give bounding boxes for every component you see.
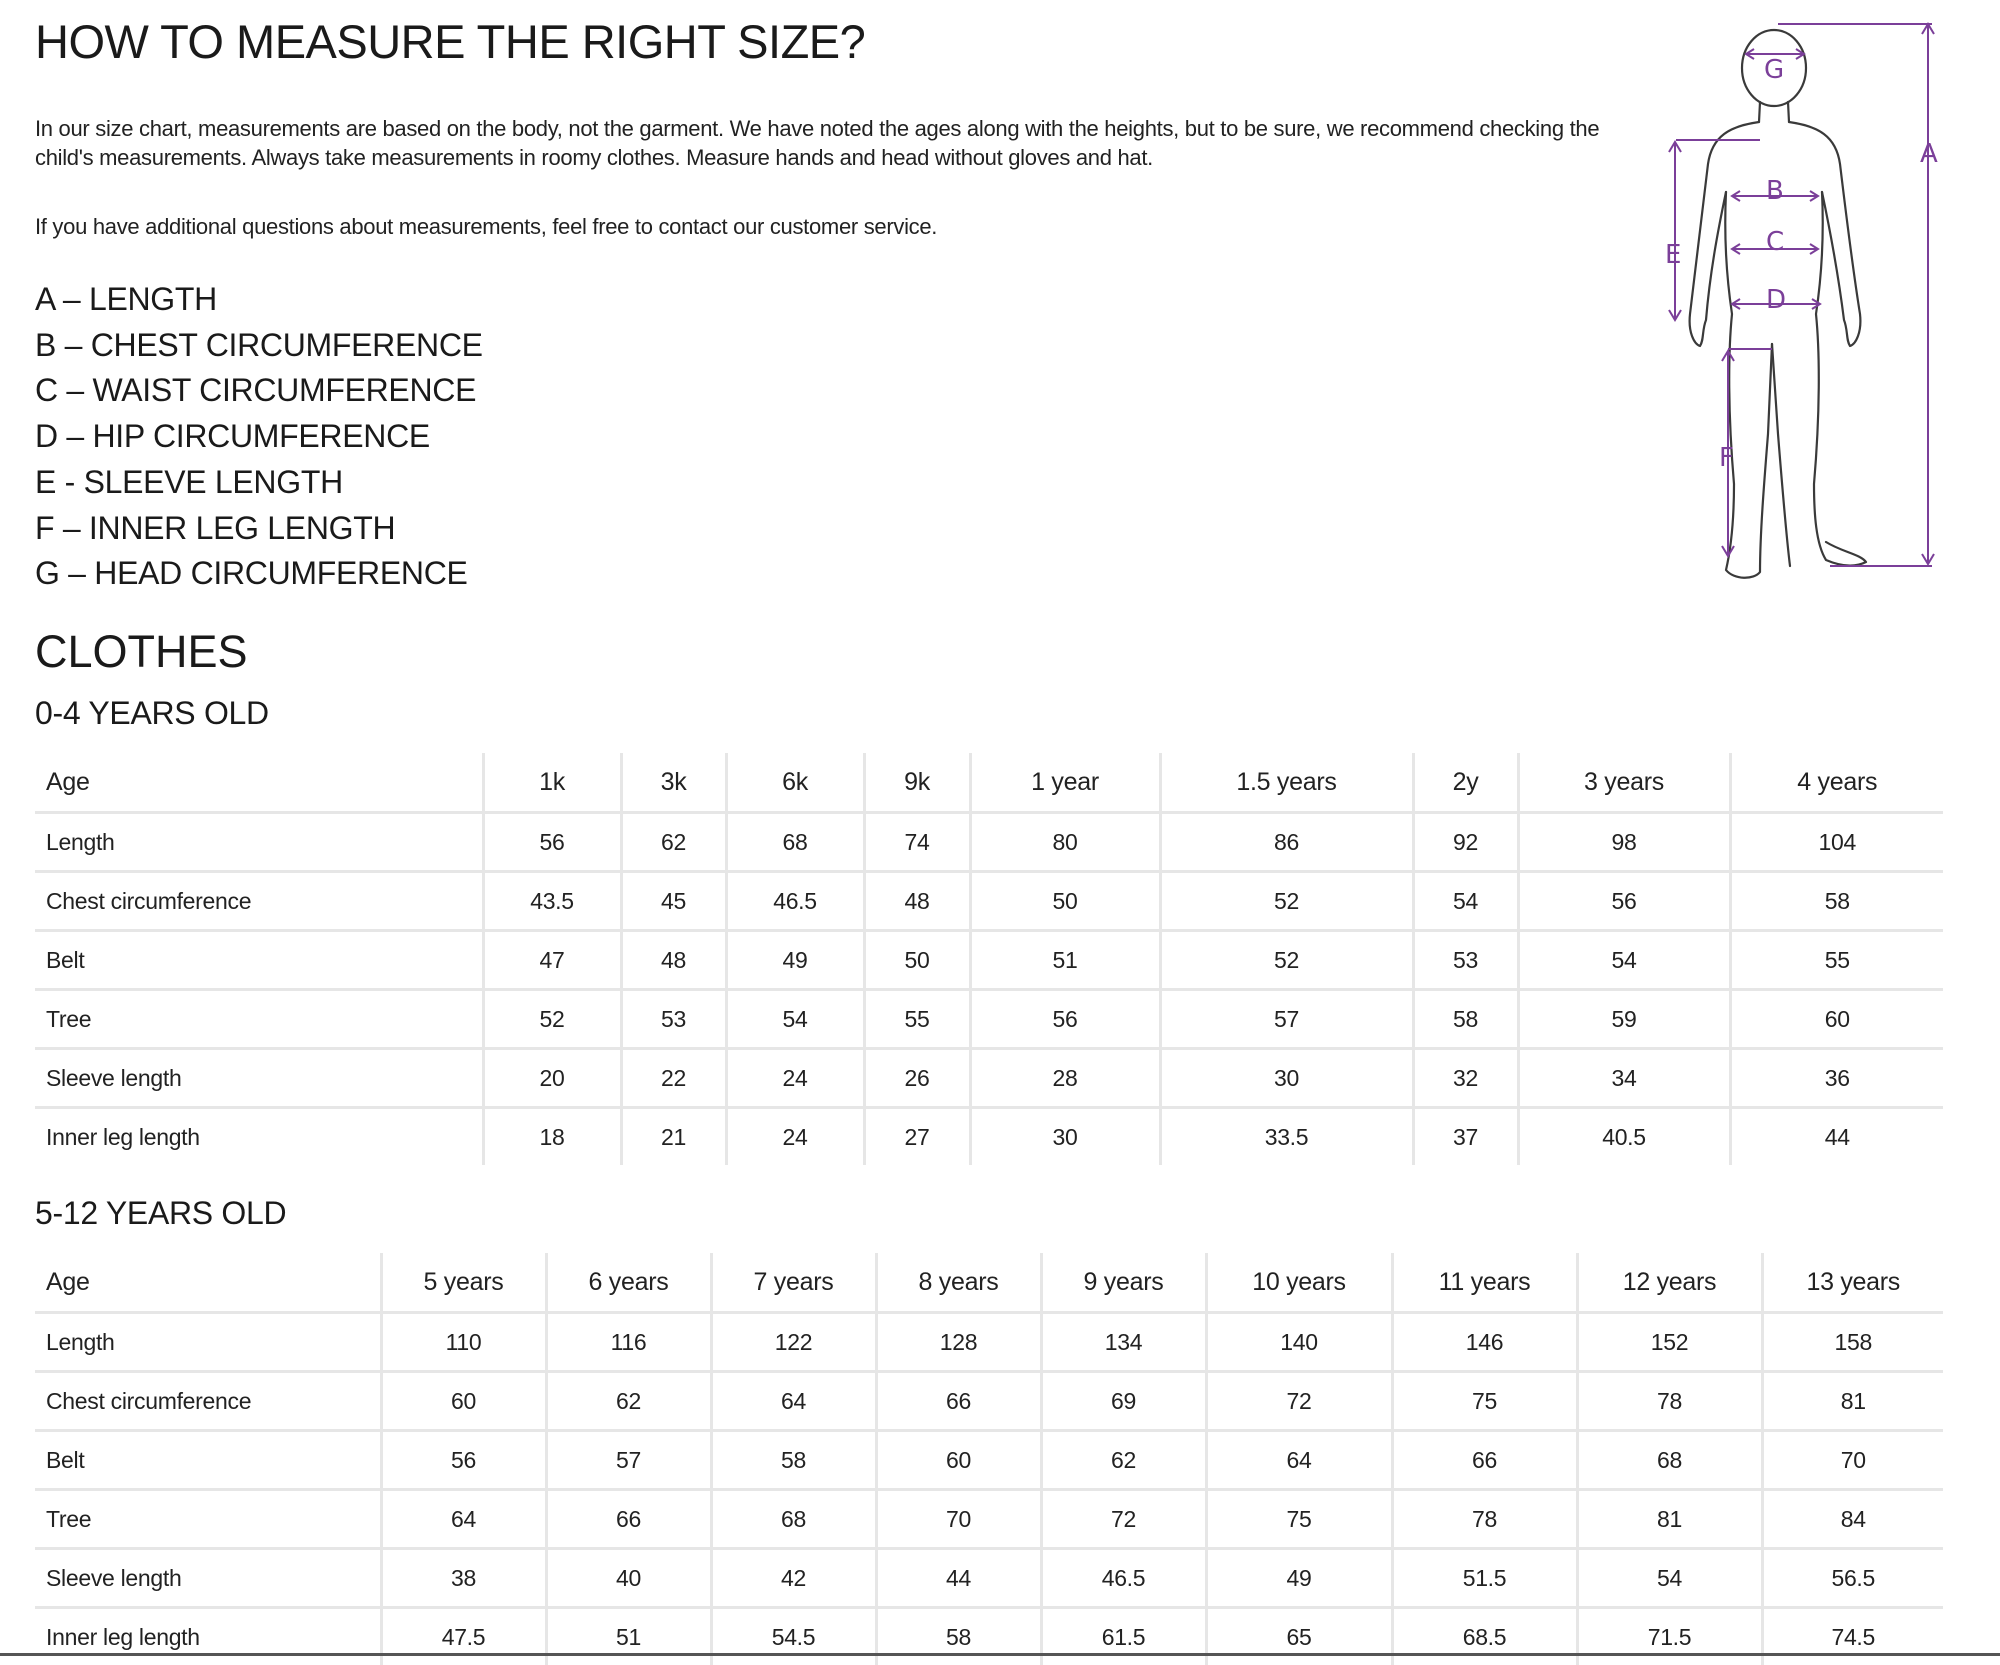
table-cell: 60 [1730, 990, 1943, 1049]
table-cell: 49 [1206, 1549, 1392, 1608]
label-c: C [1766, 227, 1784, 257]
table-cell: 62 [621, 813, 726, 872]
table-cell: 50 [970, 872, 1160, 931]
table-cell: 24 [726, 1108, 864, 1166]
table-cell: 44 [876, 1549, 1041, 1608]
table-cell: 21 [621, 1108, 726, 1166]
table-cell: 45 [621, 872, 726, 931]
size-table-5-12 [35, 1253, 1943, 1665]
table-cell: 52 [1160, 872, 1413, 931]
table-cell: 20 [483, 1049, 621, 1108]
table-cell: 51 [546, 1608, 711, 1665]
table-cell: 48 [621, 931, 726, 990]
section-heading-0-4: 0-4 YEARS OLD [35, 695, 269, 732]
table-row [35, 1049, 1943, 1108]
table-cell: 110 [381, 1313, 546, 1372]
legend-item-d: D – HIP CIRCUMFERENCE [35, 414, 483, 460]
table-row [35, 1608, 1943, 1665]
table-cell: 128 [876, 1313, 1041, 1372]
table-cell: 81 [1762, 1372, 1943, 1431]
table-row [35, 813, 1943, 872]
table-cell: 50 [864, 931, 970, 990]
table-cell: 56 [483, 813, 621, 872]
table-cell: 70 [876, 1490, 1041, 1549]
table-cell: 52 [483, 990, 621, 1049]
label-a: A [1920, 139, 1938, 169]
table-cell: 46.5 [1041, 1549, 1206, 1608]
table-cell: 47.5 [381, 1608, 546, 1665]
header-cell: 9k [864, 753, 970, 813]
table-row [35, 872, 1943, 931]
table-cell: 34 [1518, 1049, 1730, 1108]
table-cell: 40 [546, 1549, 711, 1608]
row-label-cell: Inner leg length [35, 1108, 483, 1166]
table-row [35, 1490, 1943, 1549]
table-cell: 64 [381, 1490, 546, 1549]
table-row [35, 1372, 1943, 1431]
table-cell: 56 [970, 990, 1160, 1049]
header-cell: 6 years [546, 1253, 711, 1313]
table-cell: 54.5 [711, 1608, 876, 1665]
table-cell: 58 [876, 1608, 1041, 1665]
measurement-legend [35, 277, 483, 597]
table-row [35, 990, 1943, 1049]
table-row [35, 931, 1943, 990]
table-cell: 57 [1160, 990, 1413, 1049]
size-table-0-4 [35, 753, 1943, 1165]
legend-item-g: G – HEAD CIRCUMFERENCE [35, 551, 483, 597]
intro-text: In our size chart, measurements are based on the body, not the garment. We have noted the ages along with the heights, but to be sure, we recommend checking the child's measurements. Always take measurements in roomy clothes. Measure hands and head without gloves and hat. [35, 114, 1635, 172]
header-cell: 3 years [1518, 753, 1730, 813]
table-cell: 72 [1206, 1372, 1392, 1431]
table-cell: 33.5 [1160, 1108, 1413, 1166]
legend-item-f: F – INNER LEG LENGTH [35, 506, 483, 552]
table-cell: 55 [1730, 931, 1943, 990]
table-cell: 64 [1206, 1431, 1392, 1490]
table-cell: 22 [621, 1049, 726, 1108]
table-cell: 54 [726, 990, 864, 1049]
table-cell: 98 [1518, 813, 1730, 872]
table-cell: 56 [1518, 872, 1730, 931]
table-cell: 57 [546, 1431, 711, 1490]
table-cell: 55 [864, 990, 970, 1049]
header-cell: 3k [621, 753, 726, 813]
table-cell: 70 [1762, 1431, 1943, 1490]
row-label-cell: Sleeve length [35, 1549, 381, 1608]
table-cell: 66 [1392, 1431, 1577, 1490]
table-cell: 30 [1160, 1049, 1413, 1108]
table-cell: 36 [1730, 1049, 1943, 1108]
table-cell: 158 [1762, 1313, 1943, 1372]
header-cell: 1k [483, 753, 621, 813]
bottom-divider [0, 1653, 2000, 1656]
table-cell: 56.5 [1762, 1549, 1943, 1608]
table-cell: 28 [970, 1049, 1160, 1108]
table-cell: 54 [1518, 931, 1730, 990]
table-cell: 84 [1762, 1490, 1943, 1549]
table-cell: 74.5 [1762, 1608, 1943, 1665]
table-cell: 75 [1392, 1372, 1577, 1431]
table-cell: 37 [1413, 1108, 1518, 1166]
table-cell: 62 [1041, 1431, 1206, 1490]
table-cell: 32 [1413, 1049, 1518, 1108]
table-cell: 66 [546, 1490, 711, 1549]
row-label-cell: Length [35, 1313, 381, 1372]
table-cell: 72 [1041, 1490, 1206, 1549]
table-cell: 18 [483, 1108, 621, 1166]
table-cell: 68 [1577, 1431, 1762, 1490]
table-cell: 65 [1206, 1608, 1392, 1665]
table-row [35, 1549, 1943, 1608]
row-label-cell: Tree [35, 990, 483, 1049]
table-cell: 146 [1392, 1313, 1577, 1372]
table-cell: 43.5 [483, 872, 621, 931]
header-cell: 5 years [381, 1253, 546, 1313]
page-title: HOW TO MEASURE THE RIGHT SIZE? [35, 14, 865, 69]
table-row [35, 1313, 1943, 1372]
table-cell: 54 [1413, 872, 1518, 931]
table-cell: 71.5 [1577, 1608, 1762, 1665]
label-f: F [1719, 443, 1734, 473]
table-cell: 46.5 [726, 872, 864, 931]
table-cell: 56 [381, 1431, 546, 1490]
body-measurement-figure [1650, 14, 1950, 594]
row-label-cell: Length [35, 813, 483, 872]
table-cell: 58 [711, 1431, 876, 1490]
table-cell: 40.5 [1518, 1108, 1730, 1166]
legend-item-e: E - SLEEVE LENGTH [35, 460, 483, 506]
table-cell: 62 [546, 1372, 711, 1431]
table-cell: 152 [1577, 1313, 1762, 1372]
row-label-cell: Inner leg length [35, 1608, 381, 1665]
header-label-cell: Age [35, 1253, 381, 1313]
header-cell: 7 years [711, 1253, 876, 1313]
table-cell: 74 [864, 813, 970, 872]
header-cell: 2y [1413, 753, 1518, 813]
label-g: G [1764, 55, 1784, 85]
table-cell: 78 [1577, 1372, 1762, 1431]
table-cell: 53 [1413, 931, 1518, 990]
table-cell: 81 [1577, 1490, 1762, 1549]
table-cell: 24 [726, 1049, 864, 1108]
table-cell: 58 [1730, 872, 1943, 931]
table-cell: 38 [381, 1549, 546, 1608]
table-cell: 92 [1413, 813, 1518, 872]
table-cell: 66 [876, 1372, 1041, 1431]
row-label-cell: Tree [35, 1490, 381, 1549]
header-cell: 6k [726, 753, 864, 813]
header-cell: 13 years [1762, 1253, 1943, 1313]
table-row [35, 1108, 1943, 1166]
label-b: B [1766, 176, 1784, 206]
table-cell: 27 [864, 1108, 970, 1166]
table-cell: 61.5 [1041, 1608, 1206, 1665]
legend-item-c: C – WAIST CIRCUMFERENCE [35, 368, 483, 414]
table-cell: 122 [711, 1313, 876, 1372]
table-cell: 64 [711, 1372, 876, 1431]
legend-item-a: A – LENGTH [35, 277, 483, 323]
table-cell: 60 [381, 1372, 546, 1431]
table-row [35, 1431, 1943, 1490]
label-e: E [1665, 240, 1681, 270]
table-cell: 140 [1206, 1313, 1392, 1372]
clothes-heading: CLOTHES [35, 626, 248, 678]
table-cell: 47 [483, 931, 621, 990]
table-header-row [35, 753, 1943, 813]
table-cell: 44 [1730, 1108, 1943, 1166]
table-cell: 104 [1730, 813, 1943, 872]
table-header-row [35, 1253, 1943, 1313]
table-cell: 54 [1577, 1549, 1762, 1608]
table-cell: 68 [711, 1490, 876, 1549]
table-cell: 51 [970, 931, 1160, 990]
table-cell: 69 [1041, 1372, 1206, 1431]
row-label-cell: Belt [35, 1431, 381, 1490]
header-cell: 1 year [970, 753, 1160, 813]
header-cell: 8 years [876, 1253, 1041, 1313]
header-cell: 9 years [1041, 1253, 1206, 1313]
table-cell: 75 [1206, 1490, 1392, 1549]
header-cell: 11 years [1392, 1253, 1577, 1313]
table-cell: 52 [1160, 931, 1413, 990]
contact-text: If you have additional questions about measurements, feel free to contact our customer service. [35, 212, 937, 241]
table-cell: 53 [621, 990, 726, 1049]
table-cell: 60 [876, 1431, 1041, 1490]
table-cell: 48 [864, 872, 970, 931]
table-cell: 49 [726, 931, 864, 990]
table-cell: 80 [970, 813, 1160, 872]
table-cell: 58 [1413, 990, 1518, 1049]
row-label-cell: Chest circumference [35, 872, 483, 931]
legend-item-b: B – CHEST CIRCUMFERENCE [35, 323, 483, 369]
table-cell: 68 [726, 813, 864, 872]
table-cell: 59 [1518, 990, 1730, 1049]
table-cell: 78 [1392, 1490, 1577, 1549]
header-cell: 4 years [1730, 753, 1943, 813]
label-d: D [1766, 285, 1786, 315]
header-cell: 12 years [1577, 1253, 1762, 1313]
row-label-cell: Chest circumference [35, 1372, 381, 1431]
header-label-cell: Age [35, 753, 483, 813]
table-cell: 26 [864, 1049, 970, 1108]
table-cell: 116 [546, 1313, 711, 1372]
section-heading-5-12: 5-12 YEARS OLD [35, 1195, 286, 1232]
header-cell: 1.5 years [1160, 753, 1413, 813]
table-cell: 86 [1160, 813, 1413, 872]
row-label-cell: Sleeve length [35, 1049, 483, 1108]
header-cell: 10 years [1206, 1253, 1392, 1313]
table-cell: 42 [711, 1549, 876, 1608]
row-label-cell: Belt [35, 931, 483, 990]
table-cell: 51.5 [1392, 1549, 1577, 1608]
table-cell: 30 [970, 1108, 1160, 1166]
table-cell: 134 [1041, 1313, 1206, 1372]
table-cell: 68.5 [1392, 1608, 1577, 1665]
